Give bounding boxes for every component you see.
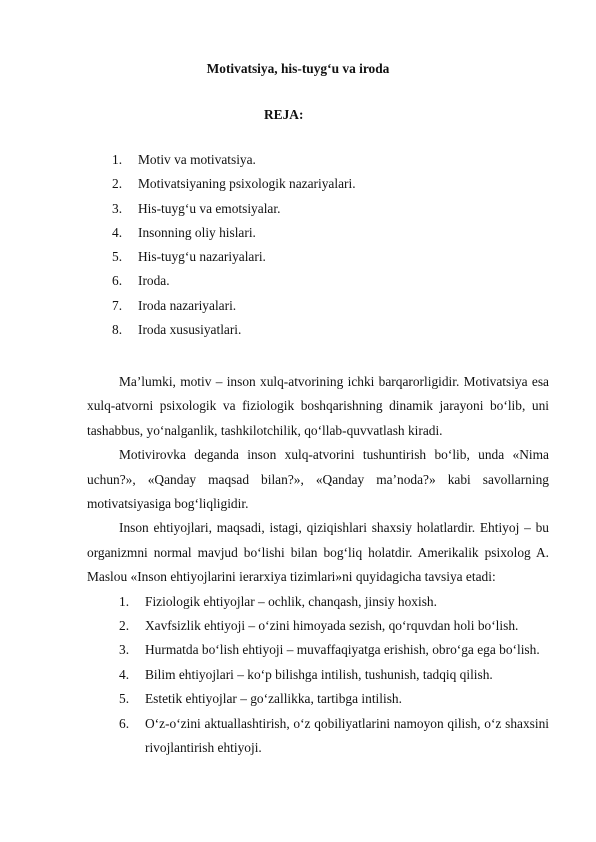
list-item — [87, 712, 549, 761]
item-number: 8. — [112, 322, 123, 338]
item-number: 4. — [112, 224, 123, 240]
needs-list — [87, 590, 549, 761]
item-number: 2. — [119, 618, 130, 634]
list-item — [112, 150, 356, 174]
item-number: 7. — [112, 297, 123, 313]
list-item — [112, 223, 356, 247]
document-body — [87, 370, 549, 761]
item-number: 2. — [112, 176, 123, 192]
paragraph: Ma’lumki, motiv – inson xulq-atvorining ichki barqarorligidir. Motivatsiya esa xulq-atvorni psixologik va fiziologik boshqarishning dinamik jarayoni bo‘lib, uni tashabbus, yo‘nalganlik, tashkilotchilik, qo‘llab-quvvatlash kiradi. — [87, 374, 549, 438]
item-number: 1. — [119, 593, 130, 609]
list-item — [112, 296, 356, 320]
item-text: O‘z-o‘zini aktuallashtirish, o‘z qobiliyatlarini namoyon qilish, o‘z shaxsini rivojlantirish ehtiyoji. — [145, 715, 549, 756]
list-item — [87, 638, 549, 662]
item-text: Iroda. — [138, 273, 170, 289]
item-text: Fiziologik ehtiyojlar – ochlik, chanqash, jinsiy hoxish. — [145, 593, 437, 609]
plan-heading: REJA: — [264, 107, 304, 122]
item-text: His-tuyg‘u nazariyalari. — [138, 249, 266, 265]
item-number: 3. — [119, 642, 130, 658]
list-item — [112, 247, 356, 271]
item-number: 6. — [119, 715, 130, 731]
item-text: Bilim ehtiyojlari – ko‘p bilishga intilish, tushunish, tadqiq qilish. — [145, 666, 493, 682]
item-number: 6. — [112, 273, 123, 289]
item-number: 3. — [112, 200, 123, 216]
item-text: Insonning oliy hislari. — [138, 224, 256, 240]
list-item — [87, 614, 549, 638]
document-title: Motivatsiya, his-tuyg‘u va iroda — [206, 61, 390, 76]
paragraph: Inson ehtiyojlari, maqsadi, istagi, qiziqishlari shaxsiy holatlardir. Ehtiyoj – bu organizmni normal mavjud bo‘lishi bilan bog‘liq holatdir. Amerikalik psixolog A. Maslou «Inson ehtiyojlarini ierarxiya tizimlari»ni quyidagicha tavsiya etadi: — [87, 520, 549, 585]
list-item — [112, 271, 356, 295]
list-item — [112, 199, 356, 223]
list-item — [112, 320, 356, 344]
item-text: His-tuyg‘u va emotsiyalar. — [138, 200, 281, 216]
item-number: 5. — [119, 691, 130, 707]
list-item — [87, 687, 549, 711]
item-text: Xavfsizlik ehtiyoji – o‘zini himoyada sezish, qo‘rquvdan holi bo‘lish. — [145, 618, 519, 634]
list-item — [87, 663, 549, 687]
item-number: 5. — [112, 249, 123, 265]
item-text: Iroda xususiyatlari. — [138, 322, 242, 338]
item-text: Iroda nazariyalari. — [138, 297, 237, 313]
item-number: 1. — [112, 152, 123, 167]
item-text: Hurmatda bo‘lish ehtiyoji – muvaffaqiyatga erishish, obro‘ga ega bo‘lish. — [145, 642, 540, 658]
item-number: 4. — [119, 666, 130, 682]
list-item — [87, 590, 549, 614]
list-item — [112, 174, 356, 198]
paragraph: Motivirovka deganda inson xulq-atvorini tushuntirish bo‘lib, unda «Nima uchun?», «Qanday maqsad bilan?», «Qanday ma’noda?» kabi savollarning motivatsiyasiga bog‘liqligidir. — [87, 447, 549, 512]
item-text: Estetik ehtiyojlar – go‘zallikka, tartibga intilish. — [145, 691, 402, 707]
item-text: Motivatsiyaning psixologik nazariyalari. — [138, 176, 356, 192]
item-text: Motiv va motivatsiya. — [138, 152, 256, 167]
plan-list — [112, 150, 356, 344]
